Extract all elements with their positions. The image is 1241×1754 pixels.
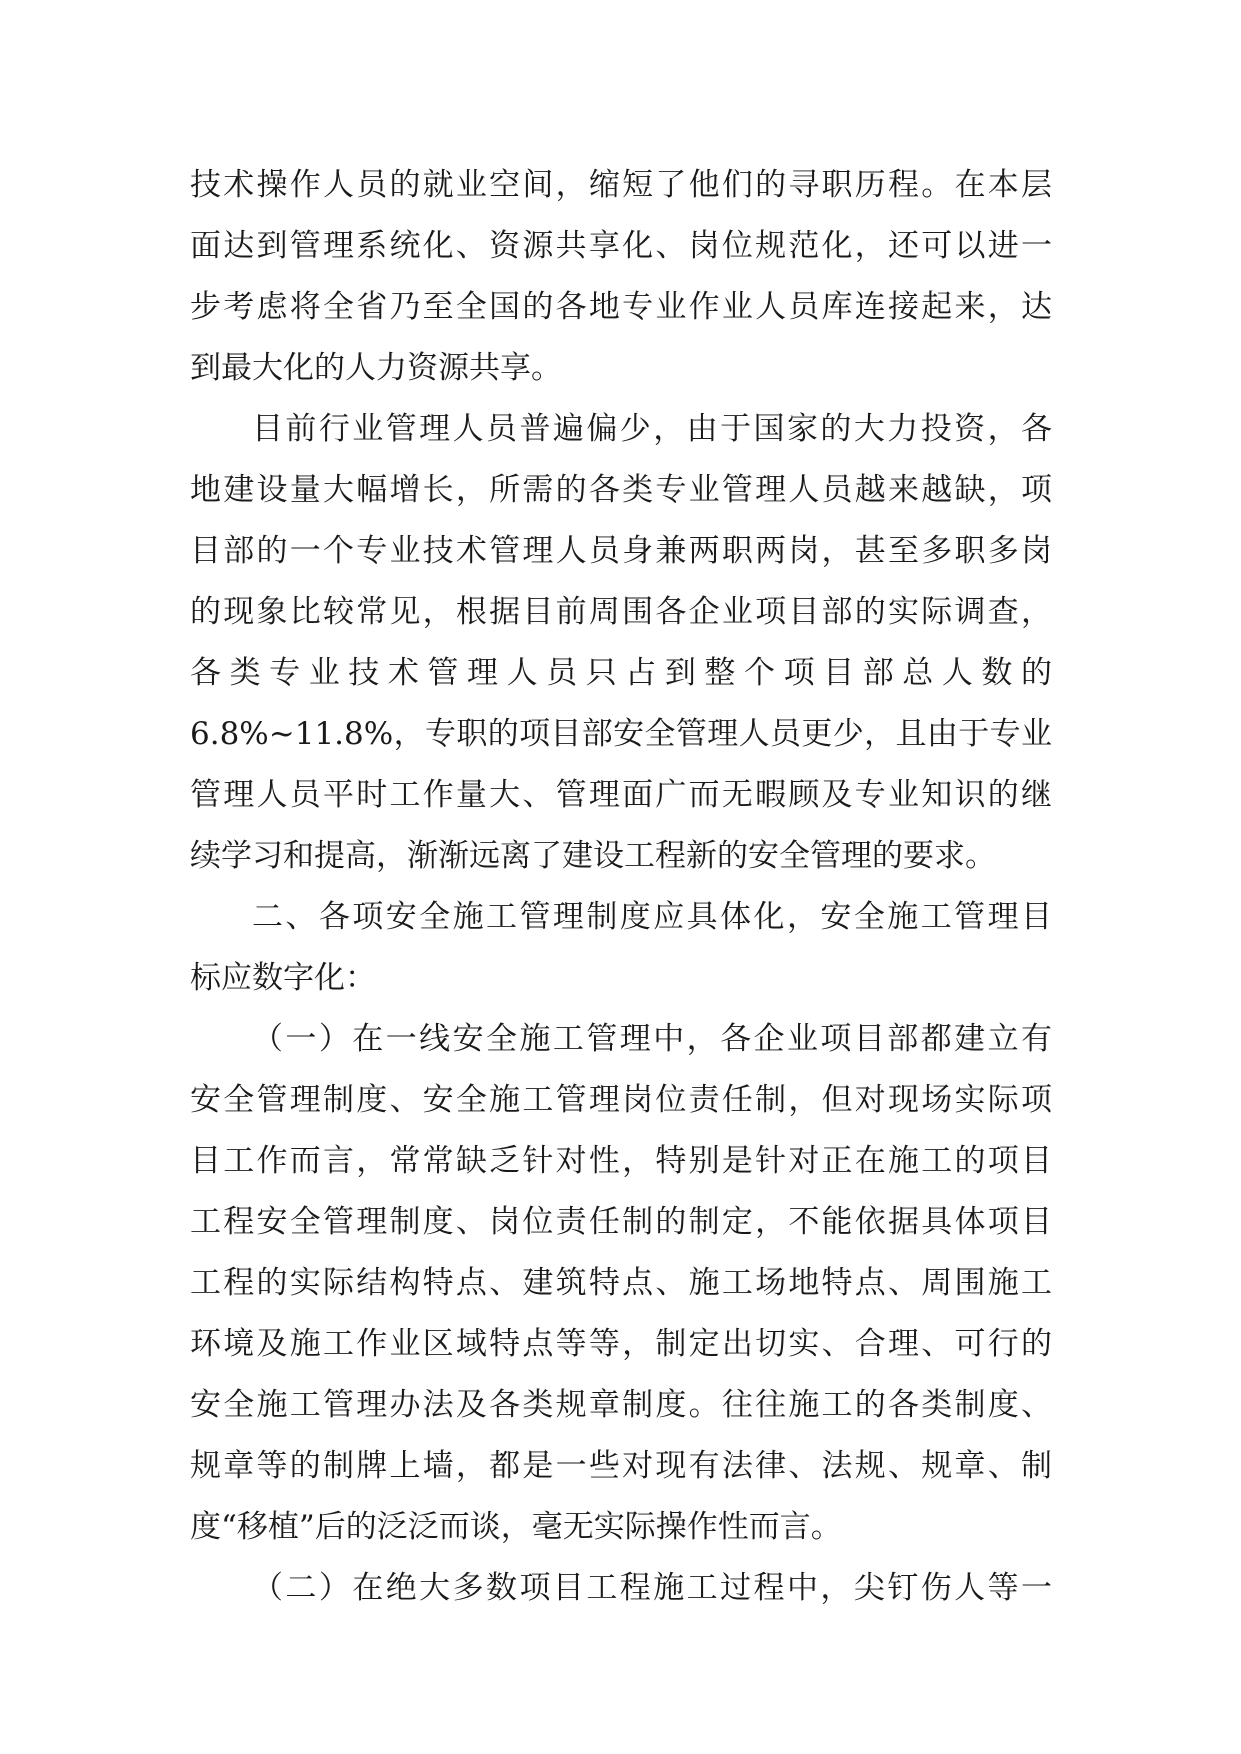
paragraph [190,1009,1052,1558]
paragraph [190,887,1052,1009]
text-line: 度“移植”后的泛泛而谈，毫无实际操作性而言。 [190,1509,842,1545]
body-text [190,155,1052,1619]
text-line: （二）在绝大多数项目工程施工过程中，尖钉伤人等一 [252,1570,1052,1606]
text-line: 二、各项安全施工管理制度应具体化，安全施工管理目 [252,899,1052,935]
paragraph [190,155,1052,399]
text-line: 工程安全管理制度、岗位责任制的制定，不能依据具体项目 [190,1204,1052,1240]
text-line: 目工作而言，常常缺乏针对性，特别是针对正在施工的项目 [190,1143,1052,1179]
text-line: 管理人员平时工作量大、管理面广而无暇顾及专业知识的继 [190,777,1052,813]
text-line: 的现象比较常见，根据目前周围各企业项目部的实际调查， [190,594,1052,630]
text-line: 续学习和提高，渐渐远离了建设工程新的安全管理的要求。 [190,838,996,874]
text-line: 目部的一个专业技术管理人员身兼两职两岗，甚至多职多岗 [190,533,1052,569]
text-line: 步考虑将全省乃至全国的各地专业作业人员库连接起来，达 [190,289,1052,325]
text-line: 地建设量大幅增长，所需的各类专业管理人员越来越缺，项 [190,472,1052,508]
text-line: 工程的实际结构特点、建筑特点、施工场地特点、周围施工 [190,1265,1052,1301]
paragraph [190,399,1052,887]
text-line: 技术操作人员的就业空间，缩短了他们的寻职历程。在本层 [190,167,1052,203]
text-line: 环境及施工作业区域特点等等，制定出切实、合理、可行的 [190,1326,1052,1362]
text-line: 目前行业管理人员普遍偏少，由于国家的大力投资，各 [252,411,1052,447]
paragraph [190,1558,1052,1619]
text-line: 6.8%~11.8%，专职的项目部安全管理人员更少，且由于专业 [190,716,1052,752]
text-line: 标应数字化： [190,960,376,996]
text-line: 面达到管理系统化、资源共享化、岗位规范化，还可以进一 [190,228,1052,264]
text-line: （一）在一线安全施工管理中，各企业项目部都建立有 [252,1021,1052,1057]
text-line: 安全施工管理办法及各类规章制度。往往施工的各类制度、 [190,1387,1052,1423]
text-line: 安全管理制度、安全施工管理岗位责任制，但对现场实际项 [190,1082,1052,1118]
text-line: 规章等的制牌上墙，都是一些对现有法律、法规、规章、制 [190,1448,1052,1484]
text-line: 各类专业技术管理人员只占到整个项目部总人数的 [190,655,1052,691]
text-line: 到最大化的人力资源共享。 [190,350,562,386]
